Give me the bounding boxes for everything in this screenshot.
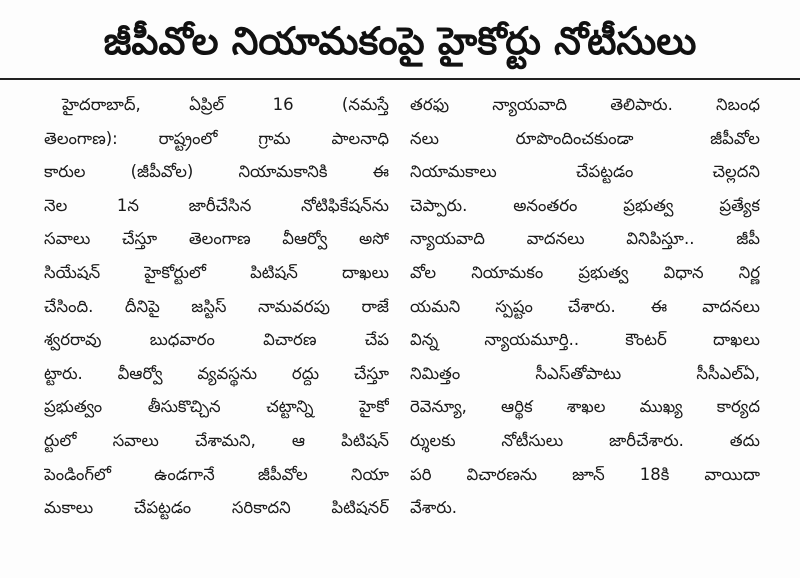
headline-divider <box>0 78 800 80</box>
text-line: చేసింది. దీనిపై జస్టిస్ నామవరపు రాజే <box>44 296 389 316</box>
text-line: మకాలు చేపట్టడం సరికాదని పిటిషనర్ <box>44 498 389 518</box>
text-line: నెల 1న జారీచేసిన నోటిఫికేషన్‌ను <box>44 195 389 215</box>
text-line: విన్న న్యాయమూర్తి.. కౌంటర్ దాఖలు <box>410 330 760 350</box>
text-line: నియామకాలు చేపట్టడం చెల్లదని <box>410 162 760 182</box>
article-column-right <box>410 88 760 525</box>
text-line: శ్వరరావు బుధవారం విచారణ చేప <box>44 330 389 350</box>
text-line: సవాలు చేస్తూ తెలంగాణ వీఆర్వో అసో <box>44 229 389 249</box>
article-headline: జీపీవోల నియామకంపై హైకోర్టు నోటీసులు <box>103 19 697 63</box>
text-line: ట్టారు. వీఆర్వో వ్యవస్థను రద్దు చేస్తూ <box>44 363 389 383</box>
text-line: హైదరాబాద్, ఏప్రిల్ 16 (నమస్తే <box>62 95 389 114</box>
text-line: నలు రూపొందించకుండా జీపీవోల <box>410 128 760 148</box>
text-line: తరఫు న్యాయవాది తెలిపారు. నిబంధ <box>410 95 760 114</box>
text-line: న్యాయవాది వాదనలు వినిపిస్తూ.. జీపీ <box>410 229 760 249</box>
article-column-left <box>44 88 389 525</box>
text-line: తెలంగాణ): రాష్ట్రంలో గ్రామ పాలనాధి <box>44 128 389 148</box>
text-line: పెండింగ్‌లో ఉండగానే జీపీవోల నియా <box>44 464 389 484</box>
text-line: ప్రభుత్వం తీసుకొచ్చిన చట్టాన్ని హైకో <box>44 397 389 417</box>
text-line: వోల నియామకం ప్రభుత్వ విధాన నిర్ణ <box>410 262 760 282</box>
text-line: పరి విచారణను జూన్ 18కి వాయిదా <box>410 464 760 484</box>
text-line: చెప్పారు. అనంతరం ప్రభుత్వ ప్రత్యేక <box>410 195 760 215</box>
text-line: యమని స్పష్టం చేశారు. ఈ వాదనలు <box>410 296 760 316</box>
text-line: నిమిత్తం సీఎస్‌తోపాటు సీసీఎల్ఏ, <box>410 363 760 383</box>
text-line: కారుల (జీపీవోల) నియామకానికి ఈ <box>44 162 389 182</box>
text-line: సియేషన్ హైకోర్టులో పిటిషన్ దాఖలు <box>44 262 389 282</box>
text-line: రెవెన్యూ, ఆర్థిక శాఖల ముఖ్య కార్యద <box>410 397 760 417</box>
text-line: ర్టులో సవాలు చేశామని, ఆ పిటిషన్ <box>44 430 389 450</box>
text-line: వేశారు. <box>410 498 458 518</box>
text-line: ర్శులకు నోటీసులు జారీచేశారు. తదు <box>410 430 760 450</box>
